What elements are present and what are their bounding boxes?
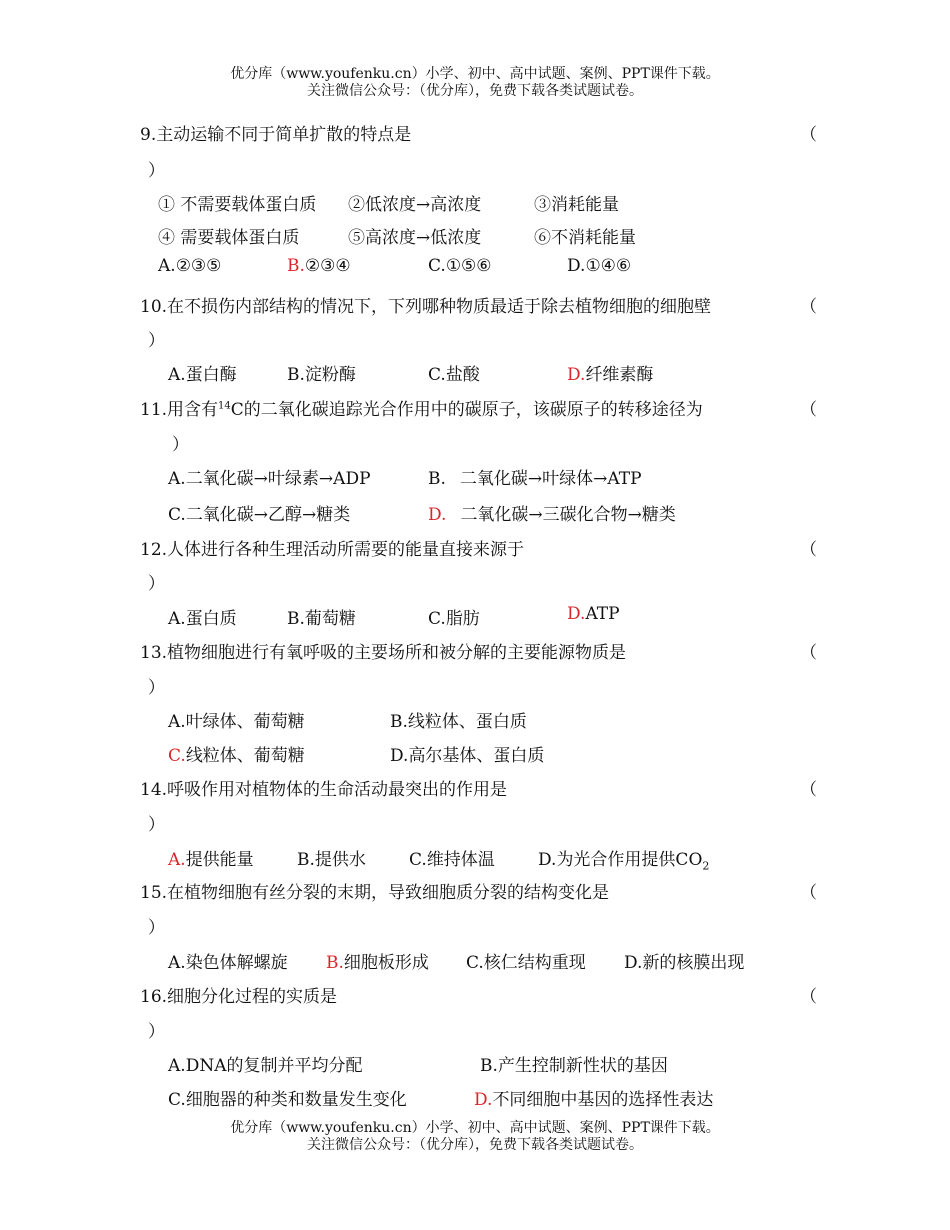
answer-letter: B.: [287, 256, 305, 276]
question-14-option-b: B.提供水: [297, 850, 366, 870]
question-15-option-a: A.染色体解螺旋: [168, 953, 288, 973]
question-9-item-1: ① 不需要载体蛋白质: [158, 195, 317, 215]
question-13-paren-open: （: [800, 643, 817, 663]
answer-letter: C.: [168, 746, 186, 766]
question-12-option-b: B.葡萄糖: [287, 609, 356, 629]
question-12-paren-close: ）: [148, 574, 165, 594]
question-9-option-a: A.②③⑤: [158, 256, 222, 276]
question-15-option-b: B.细胞板形成: [326, 953, 429, 973]
question-14-paren-open: （: [800, 780, 817, 800]
question-16-stem: 16.细胞分化过程的实质是: [140, 987, 338, 1007]
question-9-item-3: ③消耗能量: [534, 195, 619, 215]
question-9-item-6: ⑥不消耗能量: [534, 228, 636, 248]
question-14-paren-close: ）: [148, 815, 165, 835]
question-12-option-d: D.ATP: [567, 604, 620, 624]
question-9-item-2: ②低浓度→高浓度: [348, 195, 482, 215]
question-13-option-c: C.线粒体、葡萄糖: [168, 746, 305, 766]
question-14-option-c: C.维持体温: [409, 850, 495, 870]
question-9-item-4: ④ 需要载体蛋白质: [158, 228, 300, 248]
header-line-2: 关注微信公众号：（优分库），免费下载各类试题试卷。: [307, 83, 643, 99]
question-10-paren-close: ）: [148, 331, 165, 351]
answer-letter: A.: [168, 850, 186, 870]
footer-line-2: 关注微信公众号：（优分库），免费下载各类试题试卷。: [307, 1137, 643, 1153]
question-13-option-a: A.叶绿体、葡萄糖: [168, 712, 305, 732]
answer-letter: D.: [567, 604, 586, 624]
answer-letter: D.: [428, 505, 447, 525]
question-11-paren-open: （: [800, 400, 817, 420]
question-12-stem: 12.人体进行各种生理活动所需要的能量直接来源于: [140, 540, 525, 560]
question-15-option-d: D.新的核膜出现: [624, 953, 745, 973]
question-13-paren-close: ）: [148, 678, 165, 698]
question-12-option-a: A.蛋白质: [168, 609, 237, 629]
question-11-stem: 11.用含有$^{14}$C的二氧化碳追踪光合作用中的碳原子，该碳原子的转移途径为: [140, 400, 703, 420]
question-9-stem: 9.主动运输不同于简单扩散的特点是: [140, 125, 412, 145]
question-16-option-c: C.细胞器的种类和数量发生变化: [168, 1090, 407, 1110]
question-11-option-d: D. 二氧化碳→三碳化合物→糖类: [428, 505, 676, 525]
question-15-option-c: C.核仁结构重现: [466, 953, 586, 973]
question-10-option-a: A.蛋白酶: [168, 365, 237, 385]
question-12-option-c: C.脂肪: [428, 609, 480, 629]
question-9-option-b: B.②③④: [287, 256, 351, 276]
question-9-paren-open: （: [800, 125, 817, 145]
subscript-2: 2: [702, 859, 710, 873]
isotope-mass: 14: [218, 400, 231, 412]
question-16-paren-open: （: [800, 987, 817, 1007]
page-header: [0, 66, 950, 100]
question-16-option-a: A.DNA的复制并平均分配: [168, 1056, 363, 1076]
question-15-stem: 15.在植物细胞有丝分裂的末期，导致细胞质分裂的结构变化是: [140, 883, 610, 903]
question-16-option-d: D.不同细胞中基因的选择性表达: [474, 1090, 714, 1110]
question-12-paren-open: （: [800, 540, 817, 560]
question-14-stem: 14.呼吸作用对植物体的生命活动最突出的作用是: [140, 780, 508, 800]
answer-letter: D.: [567, 365, 586, 385]
question-14-option-a: A.提供能量: [168, 850, 254, 870]
question-10-stem: 10.在不损伤内部结构的情况下，下列哪种物质最适于除去植物细胞的细胞壁: [140, 297, 712, 317]
question-10-paren-open: （: [800, 297, 817, 317]
question-9-option-d: D.①④⑥: [567, 256, 632, 276]
question-16-paren-close: ）: [148, 1022, 165, 1042]
question-11-option-c: C.二氧化碳→乙醇→糖类: [168, 505, 351, 525]
question-13-option-b: B.线粒体、蛋白质: [390, 712, 527, 732]
question-9-item-5: ⑤高浓度→低浓度: [348, 228, 482, 248]
question-14-option-d: D.为光合作用提供$CO_2$: [538, 850, 710, 873]
footer-line-1: 优分库（www.youfenku.cn）小学、初中、高中试题、案例、PPT课件下载。: [230, 1120, 720, 1136]
question-15-paren-close: ）: [148, 918, 165, 938]
question-9-option-c: C.①⑤⑥: [428, 256, 492, 276]
page-footer: [0, 1120, 950, 1154]
answer-letter: B.: [326, 953, 344, 973]
question-15-paren-open: （: [800, 883, 817, 903]
question-16-option-b: B.产生控制新性状的基因: [480, 1056, 668, 1076]
answer-letter: D.: [474, 1090, 493, 1110]
question-9-paren-close: ）: [148, 161, 165, 181]
question-13-option-d: D.高尔基体、蛋白质: [390, 746, 545, 766]
question-10-option-b: B.淀粉酶: [287, 365, 356, 385]
question-10-option-c: C.盐酸: [428, 365, 480, 385]
question-13-stem: 13.植物细胞进行有氧呼吸的主要场所和被分解的主要能源物质是: [140, 643, 627, 663]
header-line-1: 优分库（www.youfenku.cn）小学、初中、高中试题、案例、PPT课件下载。: [230, 66, 720, 82]
question-11-paren-close: ）: [172, 435, 189, 455]
question-11-option-a: A.二氧化碳→叶绿素→ADP: [168, 469, 371, 489]
question-10-option-d: D.纤维素酶: [567, 365, 654, 385]
question-11-option-b: B. 二氧化碳→叶绿体→ATP: [428, 469, 642, 489]
